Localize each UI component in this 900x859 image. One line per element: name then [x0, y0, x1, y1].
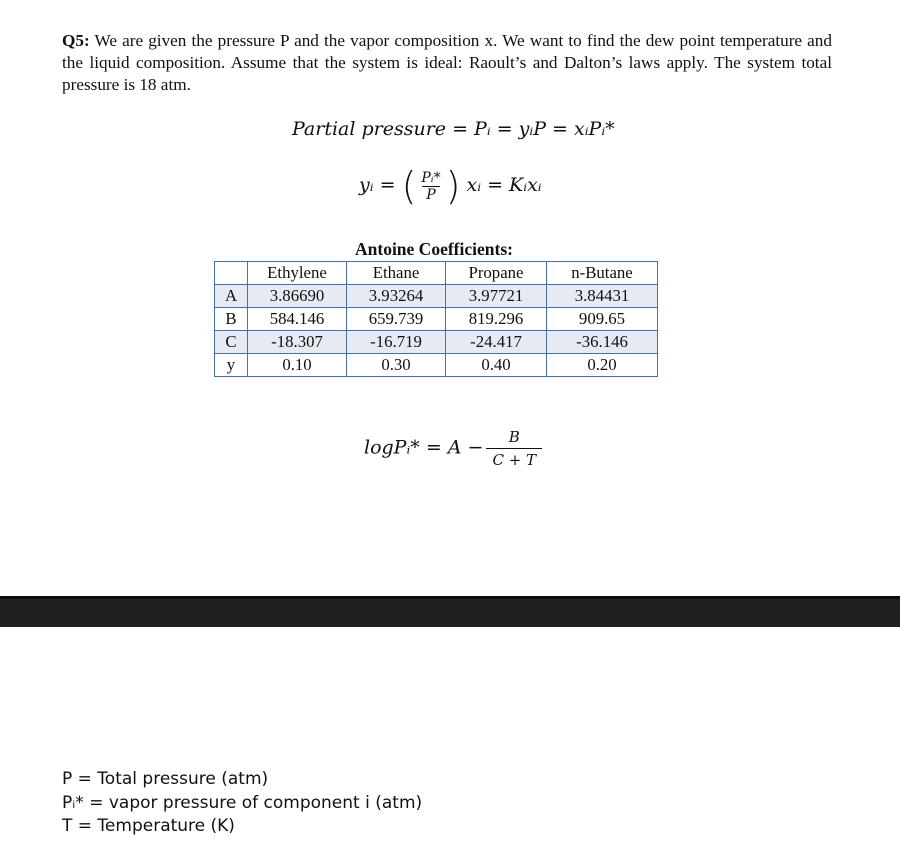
- table-row-b: [215, 308, 658, 331]
- definition-line: Pᵢ* = vapor pressure of component i (atm): [62, 792, 423, 813]
- table-cell: -16.719: [347, 331, 446, 354]
- vapor-fraction-equation: [359, 164, 542, 219]
- table-cell: 909.65: [547, 308, 658, 331]
- header-cell-ethylene: Ethylene: [248, 262, 347, 285]
- table-cell: 659.739: [347, 308, 446, 331]
- table-cell: 3.86690: [248, 285, 347, 308]
- table-cell: 3.84431: [547, 285, 658, 308]
- table-title: Antoine Coefficients:: [355, 239, 513, 259]
- header-cell-ethane: Ethane: [347, 262, 446, 285]
- fraction-denominator: C + T: [486, 448, 542, 469]
- table-cell: 819.296: [446, 308, 547, 331]
- right-paren: ): [445, 164, 461, 208]
- table-cell: 0.30: [347, 354, 446, 377]
- table-cell: -36.146: [547, 331, 658, 354]
- row-label: y: [215, 354, 248, 377]
- eq2-lhs: yᵢ =: [359, 174, 396, 196]
- header-cell-propane: Propane: [446, 262, 547, 285]
- question-label: Q5:: [62, 31, 90, 50]
- eq3-lhs: logPᵢ* = A −: [364, 436, 484, 459]
- table-cell: -18.307: [248, 331, 347, 354]
- left-paren: (: [401, 164, 417, 208]
- table-cell: 0.40: [446, 354, 547, 377]
- definition-line: P = Total pressure (atm): [62, 769, 269, 789]
- eq2-rhs: xᵢ = Kᵢxᵢ: [466, 174, 542, 196]
- table-cell: 584.146: [248, 308, 347, 331]
- antoine-fraction: [486, 428, 542, 469]
- table-cell: 3.93264: [347, 285, 446, 308]
- table-cell: 0.10: [248, 354, 347, 377]
- row-label: C: [215, 331, 248, 354]
- table-header-row: [215, 262, 658, 285]
- row-label: B: [215, 308, 248, 331]
- definition-line: T = Temperature (K): [62, 816, 235, 836]
- fraction-denominator: P: [422, 186, 439, 203]
- row-label: A: [215, 285, 248, 308]
- band-top-line: [0, 596, 900, 599]
- question-body: We are given the pressure P and the vapor composition x. We want to find the dew point temperature and the liquid composition. Assume that the system is ideal: Raoult’s and Dalton’s laws apply. The system total pressure is 18 atm.: [62, 31, 832, 94]
- table-cell: 3.97721: [446, 285, 547, 308]
- antoine-coefficients-table: [214, 261, 658, 377]
- table-row-c: [215, 331, 658, 354]
- dark-divider-band: [0, 596, 900, 627]
- fraction-numerator: B: [508, 428, 520, 446]
- table-cell: -24.417: [446, 331, 547, 354]
- pressure-ratio-fraction: [419, 170, 442, 203]
- fraction-numerator: Pᵢ*: [421, 169, 441, 186]
- table-cell: 0.20: [547, 354, 658, 377]
- table-row-y: [215, 354, 658, 377]
- question-text: [62, 30, 832, 96]
- partial-pressure-equation: Partial pressure = Pᵢ = yᵢP = xᵢPᵢ*: [292, 118, 615, 140]
- variable-definitions: [62, 768, 422, 839]
- header-cell-n-butane: n-Butane: [547, 262, 658, 285]
- table-row-a: [215, 285, 658, 308]
- antoine-equation: [364, 428, 545, 469]
- header-cell-empty: [215, 262, 248, 285]
